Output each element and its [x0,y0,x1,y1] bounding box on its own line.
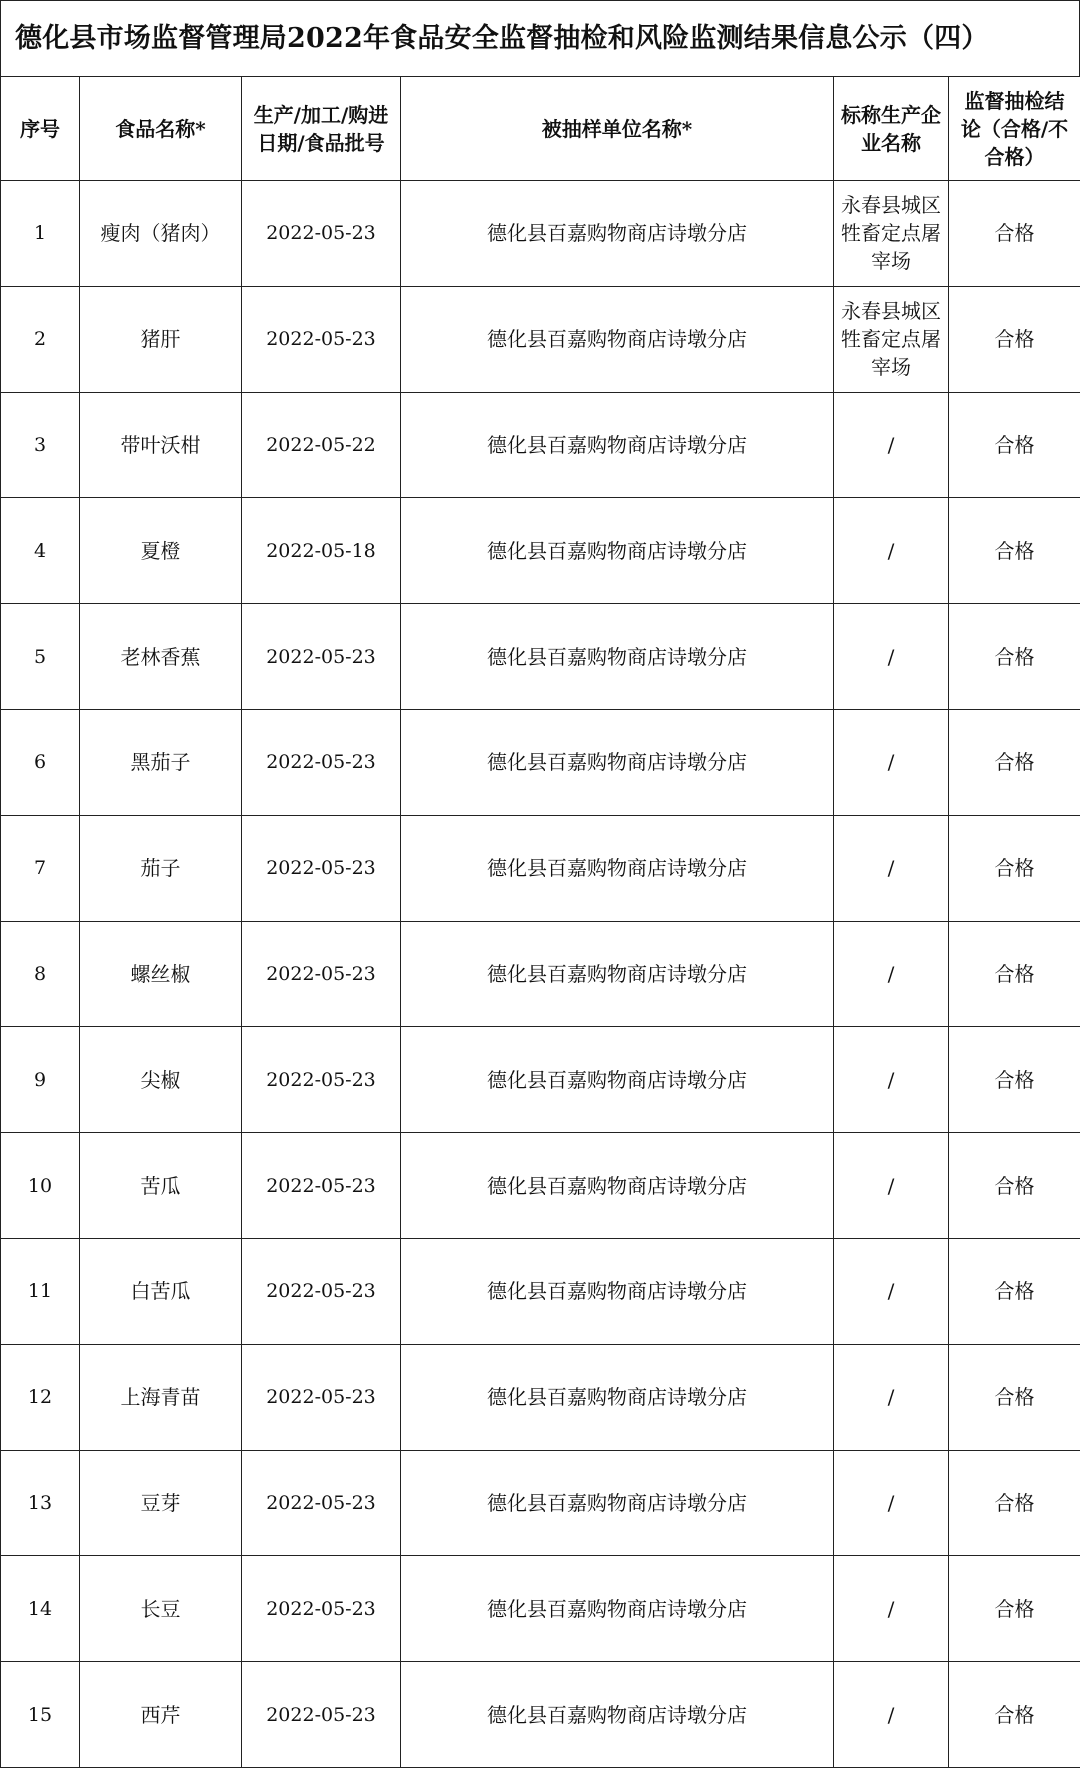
table-row [1,1556,1080,1662]
cell-seq: 10 [1,1133,80,1239]
cell-conclusion: 合格 [949,286,1080,392]
cell-seq: 2 [1,286,80,392]
cell-date: 2022-05-23 [242,286,401,392]
table-row [1,392,1080,498]
cell-conclusion: 合格 [949,392,1080,498]
header-date: 生产/加工/购进日期/食品批号 [242,77,401,181]
cell-manufacturer: / [834,1344,949,1450]
cell-date: 2022-05-23 [242,1344,401,1450]
cell-conclusion: 合格 [949,1133,1080,1239]
cell-date: 2022-05-23 [242,1662,401,1768]
cell-conclusion: 合格 [949,709,1080,815]
table-row [1,1662,1080,1768]
cell-conclusion: 合格 [949,181,1080,287]
cell-manufacturer: / [834,815,949,921]
cell-conclusion: 合格 [949,1344,1080,1450]
cell-seq: 11 [1,1238,80,1344]
cell-food-name: 螺丝椒 [80,921,242,1027]
cell-conclusion: 合格 [949,1238,1080,1344]
cell-seq: 6 [1,709,80,815]
cell-food-name: 带叶沃柑 [80,392,242,498]
cell-date: 2022-05-23 [242,1450,401,1556]
cell-date: 2022-05-18 [242,498,401,604]
cell-sampled-unit: 德化县百嘉购物商店诗墩分店 [401,1238,834,1344]
table-row [1,709,1080,815]
cell-manufacturer: 永春县城区牲畜定点屠宰场 [834,181,949,287]
header-seq: 序号 [1,77,80,181]
table-row [1,1027,1080,1133]
cell-manufacturer: / [834,709,949,815]
cell-conclusion: 合格 [949,1662,1080,1768]
cell-seq: 15 [1,1662,80,1768]
cell-seq: 8 [1,921,80,1027]
table-row [1,286,1080,392]
cell-sampled-unit: 德化县百嘉购物商店诗墩分店 [401,709,834,815]
table-row [1,1133,1080,1239]
cell-seq: 9 [1,1027,80,1133]
cell-food-name: 黑茄子 [80,709,242,815]
table-row [1,1238,1080,1344]
cell-food-name: 豆芽 [80,1450,242,1556]
table-row [1,1450,1080,1556]
cell-sampled-unit: 德化县百嘉购物商店诗墩分店 [401,1556,834,1662]
cell-seq: 7 [1,815,80,921]
cell-date: 2022-05-23 [242,1133,401,1239]
cell-food-name: 长豆 [80,1556,242,1662]
table-row [1,921,1080,1027]
cell-date: 2022-05-23 [242,709,401,815]
cell-manufacturer: / [834,604,949,710]
cell-conclusion: 合格 [949,498,1080,604]
cell-sampled-unit: 德化县百嘉购物商店诗墩分店 [401,1344,834,1450]
header-food-name: 食品名称* [80,77,242,181]
cell-conclusion: 合格 [949,1450,1080,1556]
table-row [1,181,1080,287]
cell-manufacturer: / [834,1662,949,1768]
table-body [1,181,1080,1768]
cell-manufacturer: / [834,1133,949,1239]
cell-conclusion: 合格 [949,604,1080,710]
cell-manufacturer: / [834,1027,949,1133]
cell-sampled-unit: 德化县百嘉购物商店诗墩分店 [401,286,834,392]
cell-seq: 4 [1,498,80,604]
cell-food-name: 瘦肉（猪肉） [80,181,242,287]
cell-food-name: 西芹 [80,1662,242,1768]
cell-date: 2022-05-23 [242,604,401,710]
table-row [1,815,1080,921]
cell-seq: 12 [1,1344,80,1450]
header-conclusion: 监督抽检结论（合格/不合格） [949,77,1080,181]
cell-food-name: 白苦瓜 [80,1238,242,1344]
cell-seq: 5 [1,604,80,710]
cell-food-name: 茄子 [80,815,242,921]
cell-date: 2022-05-23 [242,1027,401,1133]
cell-seq: 13 [1,1450,80,1556]
cell-manufacturer: / [834,392,949,498]
cell-date: 2022-05-23 [242,1556,401,1662]
cell-date: 2022-05-22 [242,392,401,498]
cell-food-name: 夏橙 [80,498,242,604]
cell-sampled-unit: 德化县百嘉购物商店诗墩分店 [401,181,834,287]
cell-conclusion: 合格 [949,1556,1080,1662]
header-sampled-unit: 被抽样单位名称* [401,77,834,181]
cell-food-name: 尖椒 [80,1027,242,1133]
table-row [1,1344,1080,1450]
cell-manufacturer: / [834,1238,949,1344]
table-row [1,604,1080,710]
cell-food-name: 老林香蕉 [80,604,242,710]
cell-conclusion: 合格 [949,815,1080,921]
cell-date: 2022-05-23 [242,815,401,921]
cell-food-name: 猪肝 [80,286,242,392]
cell-sampled-unit: 德化县百嘉购物商店诗墩分店 [401,1662,834,1768]
results-table [0,76,1080,1768]
cell-sampled-unit: 德化县百嘉购物商店诗墩分店 [401,1133,834,1239]
table-row [1,498,1080,604]
document-title: 德化县市场监督管理局2022年食品安全监督抽检和风险监测结果信息公示（四） [0,0,1080,76]
cell-sampled-unit: 德化县百嘉购物商店诗墩分店 [401,1450,834,1556]
cell-date: 2022-05-23 [242,921,401,1027]
cell-manufacturer: / [834,1556,949,1662]
cell-sampled-unit: 德化县百嘉购物商店诗墩分店 [401,1027,834,1133]
cell-date: 2022-05-23 [242,181,401,287]
cell-seq: 3 [1,392,80,498]
header-row [1,77,1080,181]
cell-food-name: 上海青苗 [80,1344,242,1450]
cell-manufacturer: 永春县城区牲畜定点屠宰场 [834,286,949,392]
cell-sampled-unit: 德化县百嘉购物商店诗墩分店 [401,392,834,498]
cell-seq: 1 [1,181,80,287]
cell-manufacturer: / [834,1450,949,1556]
cell-seq: 14 [1,1556,80,1662]
cell-conclusion: 合格 [949,921,1080,1027]
cell-sampled-unit: 德化县百嘉购物商店诗墩分店 [401,604,834,710]
cell-sampled-unit: 德化县百嘉购物商店诗墩分店 [401,921,834,1027]
cell-sampled-unit: 德化县百嘉购物商店诗墩分店 [401,498,834,604]
cell-food-name: 苦瓜 [80,1133,242,1239]
cell-conclusion: 合格 [949,1027,1080,1133]
header-manufacturer: 标称生产企业名称 [834,77,949,181]
cell-manufacturer: / [834,921,949,1027]
cell-sampled-unit: 德化县百嘉购物商店诗墩分店 [401,815,834,921]
cell-date: 2022-05-23 [242,1238,401,1344]
cell-manufacturer: / [834,498,949,604]
